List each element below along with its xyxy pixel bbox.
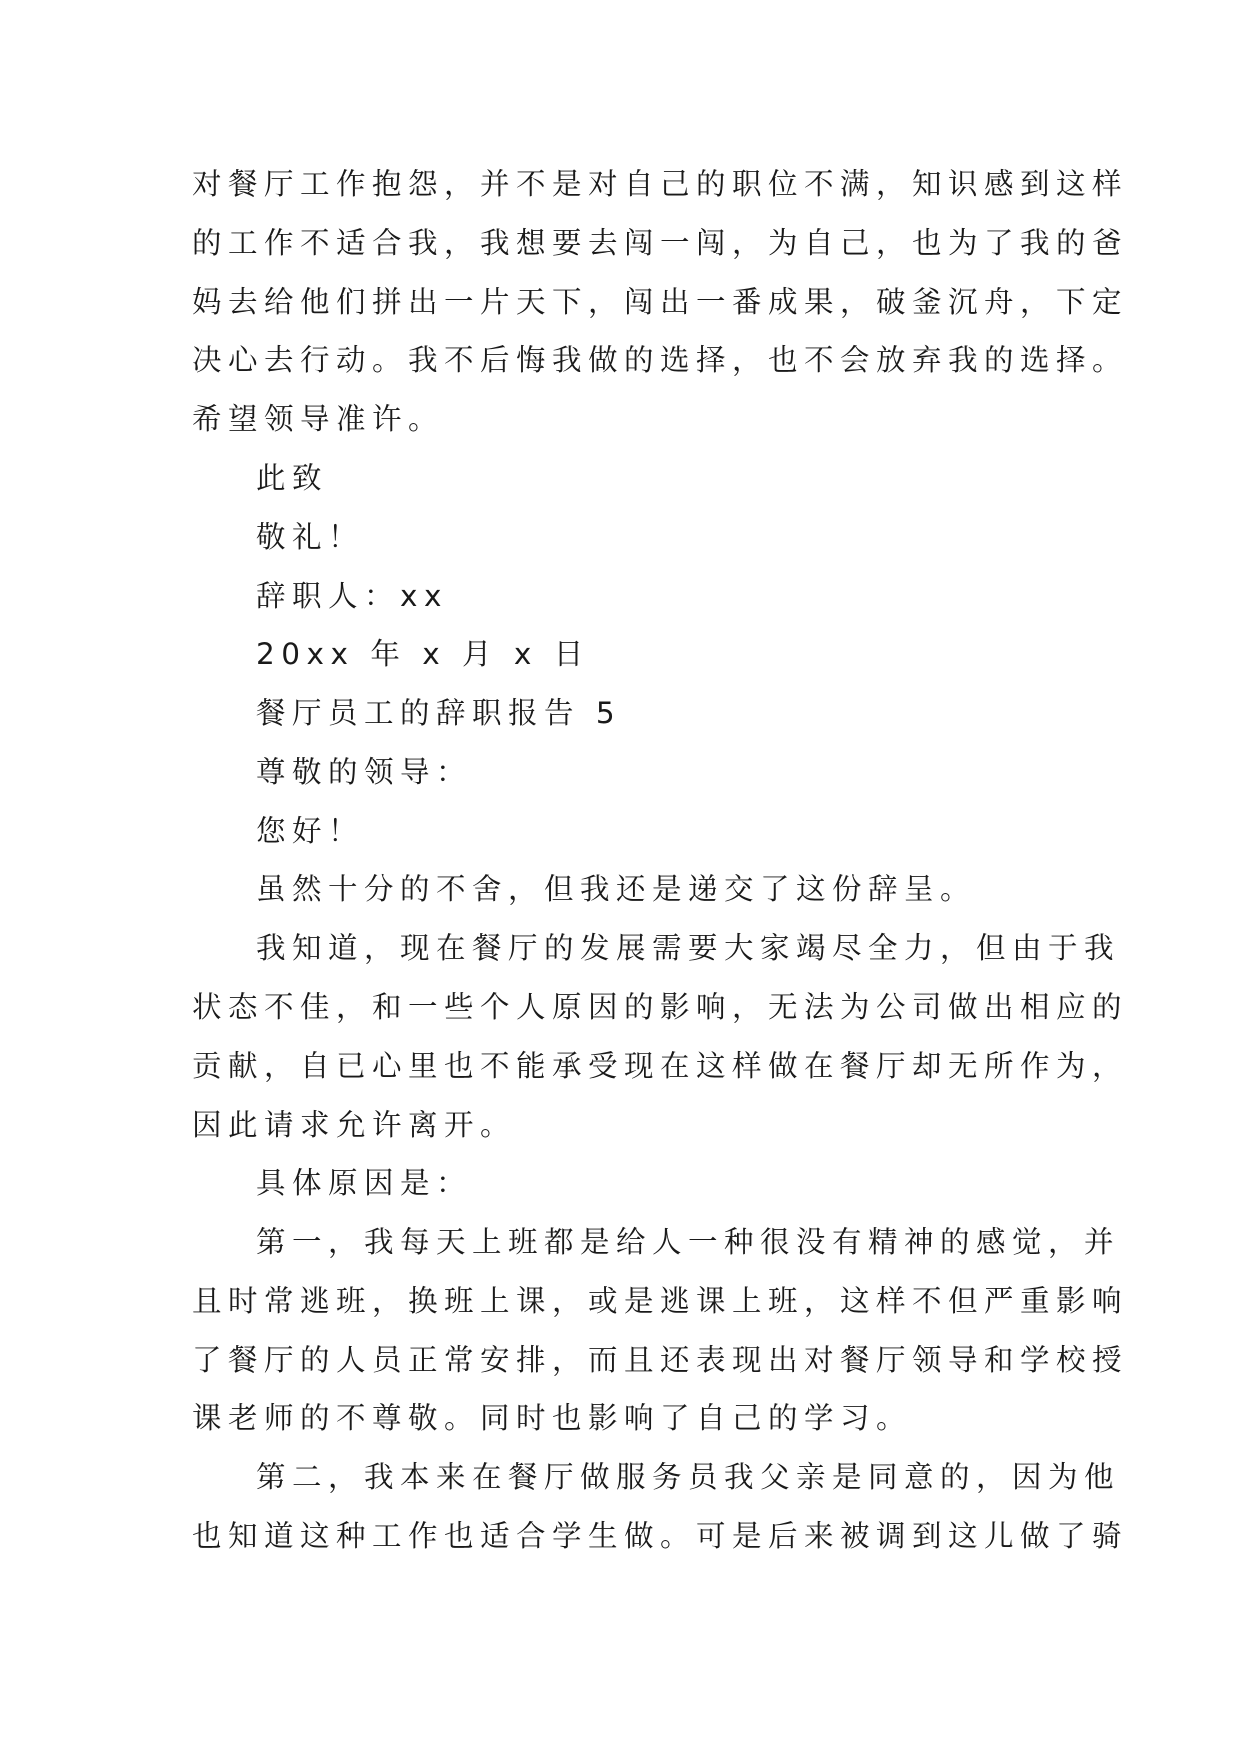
closing-salutation: 此致 [256, 461, 329, 495]
signature-date: 20xx 年 x 月 x 日 [256, 637, 590, 671]
section-title: 餐厅员工的辞职报告 5 [256, 696, 622, 730]
text-line: 虽然十分的不舍，但我还是递交了这份辞呈。 [256, 872, 977, 906]
text-line: 妈去给他们拼出一片天下，闯出一番成果，破釜沉舟，下定 [192, 285, 1129, 319]
text-line: 我知道，现在餐厅的发展需要大家竭尽全力，但由于我 [256, 931, 1121, 965]
signature-name: 辞职人：xx [256, 579, 448, 613]
closing-regards: 敬礼！ [256, 520, 365, 554]
greeting: 您好！ [256, 814, 365, 848]
greeting-addressee: 尊敬的领导： [256, 755, 473, 789]
text-line: 因此请求允许离开。 [192, 1108, 517, 1142]
text-line: 的工作不适合我，我想要去闯一闯，为自己，也为了我的爸 [192, 226, 1129, 260]
text-line: 贡献，自已心里也不能承受现在这样做在餐厅却无所作为， [192, 1049, 1129, 1083]
text-line: 第一，我每天上班都是给人一种很没有精神的感觉，并 [256, 1225, 1121, 1259]
text-line: 且时常逃班，换班上课，或是逃课上班，这样不但严重影响 [192, 1284, 1129, 1318]
text-line: 第二，我本来在餐厅做服务员我父亲是同意的，因为他 [256, 1460, 1121, 1494]
text-line: 具体原因是： [256, 1166, 473, 1200]
text-line: 课老师的不尊敬。同时也影响了自己的学习。 [192, 1401, 913, 1435]
text-line: 希望领导准许。 [192, 402, 445, 436]
text-line: 也知道这种工作也适合学生做。可是后来被调到这儿做了骑 [192, 1519, 1129, 1553]
text-line: 状态不佳，和一些个人原因的影响，无法为公司做出相应的 [192, 990, 1129, 1024]
text-line: 决心去行动。我不后悔我做的选择，也不会放弃我的选择。 [192, 343, 1129, 377]
text-line: 对餐厅工作抱怨，并不是对自己的职位不满，知识感到这样 [192, 167, 1129, 201]
text-line: 了餐厅的人员正常安排，而且还表现出对餐厅领导和学校授 [192, 1343, 1129, 1377]
